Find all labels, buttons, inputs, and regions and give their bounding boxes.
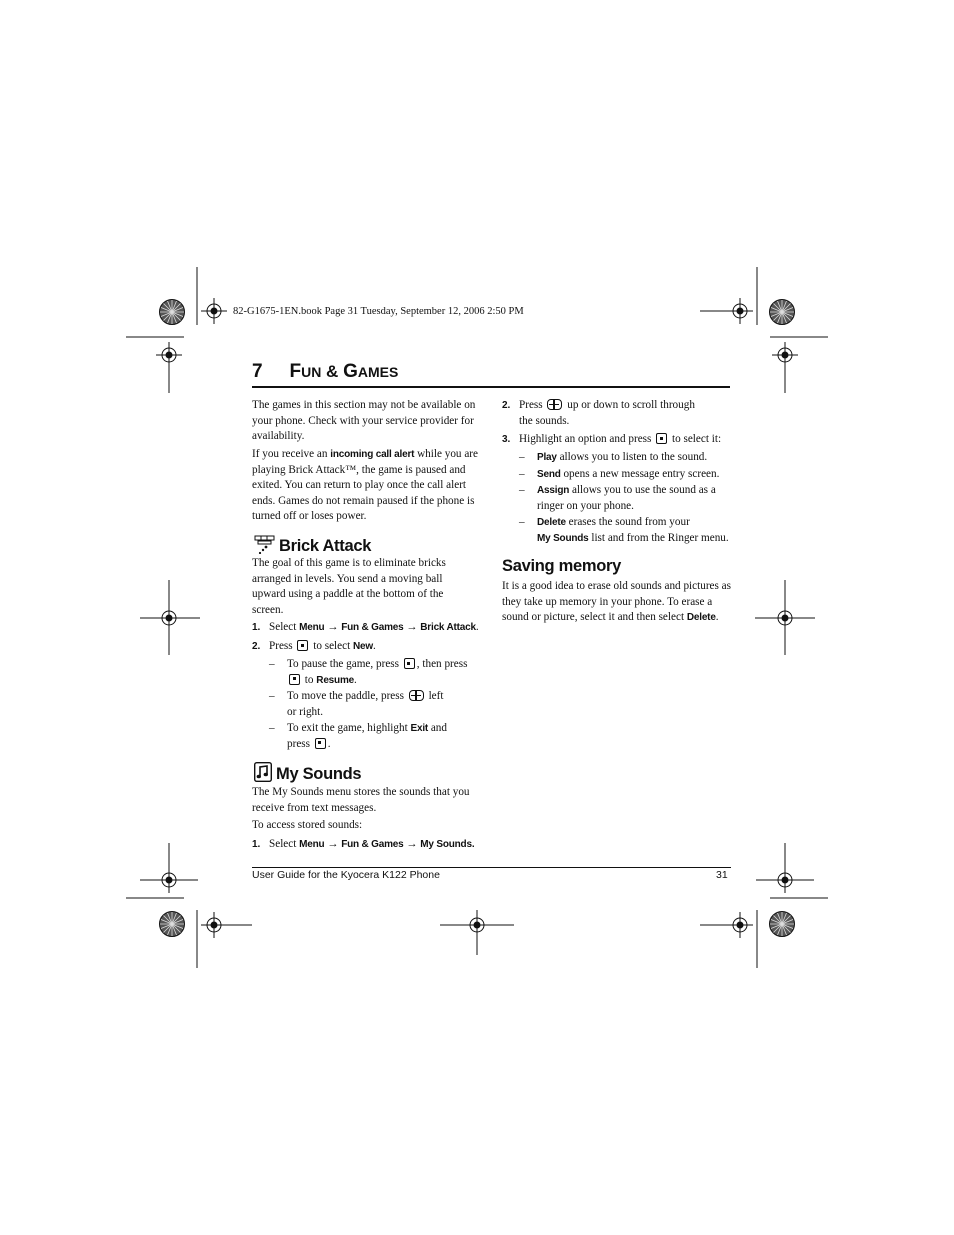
select-key-icon [656, 433, 667, 444]
select-key-icon [289, 674, 300, 685]
my-sounds-heading: My Sounds [254, 762, 361, 784]
option-send: – Send opens a new message entry screen. [519, 468, 720, 480]
saving-memory-heading: Saving memory [502, 557, 621, 575]
chapter-title: 7 FUN & GAMES [252, 361, 399, 382]
option-assign: – Assign allows you to use the sound as a ringer on your phone. [519, 484, 716, 512]
pause-instruction: – To pause the game, press , then press to Resume. [269, 658, 468, 686]
brick-attack-step-2: 2. Press to select New. [252, 640, 376, 652]
my-sounds-step-2: 2. Press up or down to scroll through the sounds. [502, 399, 695, 427]
navigation-key-icon [547, 399, 562, 410]
footer-title: User Guide for the Kyocera K122 Phone [252, 869, 440, 881]
saving-memory-description: It is a good idea to erase old sounds and pictures as they take up memory in your phone. To erase a sound or picture, select it and then select Delete. [502, 580, 731, 623]
my-sounds-description: The My Sounds menu stores the sounds that you receive from text messages. [252, 786, 470, 814]
page-number: 31 [716, 869, 728, 881]
navigation-key-icon [409, 690, 424, 701]
chapter-rule [252, 386, 730, 388]
my-sounds-step-3: 3. Highlight an option and press to select it: [502, 433, 722, 445]
chapter-number: 7 [252, 361, 263, 382]
brick-attack-icon [254, 535, 275, 554]
option-play: – Play allows you to listen to the sound. [519, 451, 708, 463]
intro-paragraph-1: The games in this section may not be available on your phone. Check with your service provider for availability. [252, 399, 476, 442]
my-sounds-step-1: 1. Select Menu → Fun & Games → My Sounds. [252, 838, 475, 850]
option-delete: – Delete erases the sound from your My Sounds list and from the Ringer menu. [519, 516, 729, 544]
brick-attack-step-1: 1. Select Menu → Fun & Games → Brick Attack. [252, 621, 479, 633]
exit-game-instruction: – To exit the game, highlight Exit and press . [269, 722, 447, 750]
brick-attack-description: The goal of this game is to eliminate bricks arranged in levels. You send a moving ball upward using a paddle at the bottom of the screen. [252, 557, 446, 616]
my-sounds-access: To access stored sounds: [252, 819, 363, 831]
select-key-icon [315, 738, 326, 749]
intro-paragraph-2: If you receive an incoming call alert while you are playing Brick Attack™, the game is paused and exited. You can return to play once the call alert ends. Games do not remain paused if the phone is turned off or loses power. [252, 448, 478, 522]
file-info-header: 82-G1675-1EN.book Page 31 Tuesday, September 12, 2006 2:50 PM [233, 306, 524, 317]
music-note-icon [254, 762, 272, 782]
select-key-icon [297, 640, 308, 651]
softkey-icon [404, 658, 415, 669]
brick-attack-heading: Brick Attack [254, 535, 371, 556]
footer-rule [252, 867, 731, 868]
move-paddle-instruction: – To move the paddle, press left or right. [269, 690, 444, 718]
